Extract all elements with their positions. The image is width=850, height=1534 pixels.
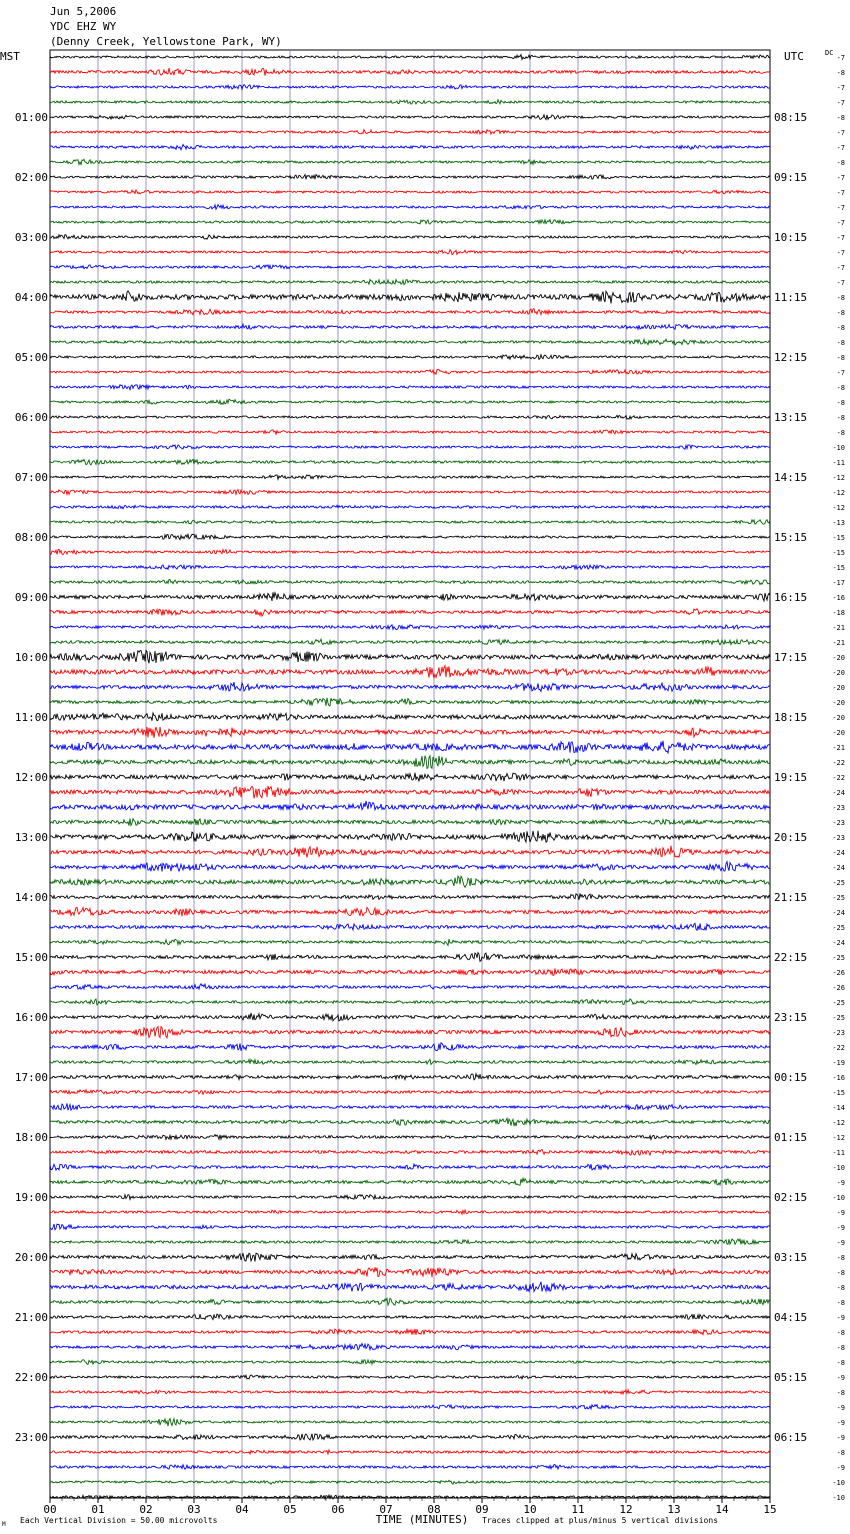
dc-offset-label: -10 xyxy=(832,1194,845,1202)
trace-line xyxy=(50,580,770,585)
trace-line xyxy=(50,385,770,390)
left-hour-label: 11:00 xyxy=(14,711,48,724)
dc-offset-label: -7 xyxy=(836,174,845,182)
dc-offset-label: -8 xyxy=(836,1299,845,1307)
trace-line xyxy=(50,445,770,449)
trace-line xyxy=(50,876,770,887)
dc-offset-label: -19 xyxy=(832,1059,845,1067)
dc-offset-label: -8 xyxy=(836,294,845,302)
dc-offset-label: -25 xyxy=(832,954,845,962)
dc-offset-label: -23 xyxy=(832,834,845,842)
trace-line xyxy=(50,115,770,120)
dc-offset-label: -9 xyxy=(836,1314,845,1322)
dc-offset-label: -24 xyxy=(832,849,845,857)
dc-offset-label: -12 xyxy=(832,1119,845,1127)
dc-offset-label: -14 xyxy=(832,1104,845,1112)
x-tick-label: 09 xyxy=(475,1503,489,1516)
dc-offset-label: -12 xyxy=(832,474,845,482)
trace-line xyxy=(50,1118,770,1126)
right-hour-label: 20:15 xyxy=(774,831,808,844)
left-hour-label: 13:00 xyxy=(14,831,48,844)
left-hour-label: 18:00 xyxy=(14,1131,48,1144)
x-tick-label: 12 xyxy=(619,1503,633,1516)
dc-offset-label: -8 xyxy=(836,1389,845,1397)
dc-offset-label: -8 xyxy=(836,429,845,437)
trace-line xyxy=(50,520,770,525)
left-hour-label: 21:00 xyxy=(14,1311,48,1324)
x-tick-label: 08 xyxy=(427,1503,441,1516)
trace-line xyxy=(50,309,770,315)
dc-offset-label: -8 xyxy=(836,114,845,122)
dc-offset-label: -21 xyxy=(832,744,845,752)
trace-line xyxy=(50,639,770,645)
dc-offset-label: -18 xyxy=(832,609,845,617)
trace-line xyxy=(50,592,770,601)
left-hour-label: 01:00 xyxy=(14,111,48,124)
trace-line xyxy=(50,1314,770,1319)
dc-offset-label: -22 xyxy=(832,774,845,782)
trace-line xyxy=(50,565,770,569)
trace-line xyxy=(50,265,770,269)
trace-line xyxy=(50,250,770,255)
x-tick-label: 11 xyxy=(571,1503,585,1516)
left-hour-label: 19:00 xyxy=(14,1191,48,1204)
x-tick-label: 00 xyxy=(43,1503,57,1516)
dc-offset-label: -8 xyxy=(836,399,845,407)
trace-line xyxy=(50,430,770,434)
dc-offset-label: -16 xyxy=(832,1074,845,1082)
x-axis-label: TIME (MINUTES) xyxy=(375,1513,469,1526)
dc-offset-label: -23 xyxy=(832,1029,845,1037)
dc-offset-label: -22 xyxy=(832,759,845,767)
trace-line xyxy=(50,609,770,616)
axis-labels xyxy=(0,49,845,1528)
dc-offset-label: -22 xyxy=(832,1044,845,1052)
left-hour-label: 02:00 xyxy=(14,171,48,184)
dc-offset-label: -8 xyxy=(836,384,845,392)
left-hour-label: 12:00 xyxy=(14,771,48,784)
right-hour-label: 09:15 xyxy=(774,171,808,184)
trace-line xyxy=(50,205,770,210)
dc-offset-label: -10 xyxy=(832,1494,845,1502)
dc-offset-label: -20 xyxy=(832,669,845,677)
trace-line xyxy=(50,534,770,539)
dc-offset-label: -7 xyxy=(836,54,845,62)
dc-offset-label: -7 xyxy=(836,144,845,152)
trace-line xyxy=(50,682,770,691)
trace-line xyxy=(50,1465,770,1470)
right-hour-label: 00:15 xyxy=(774,1071,808,1084)
trace-line xyxy=(50,159,770,164)
dc-offset-label: -20 xyxy=(832,654,845,662)
dc-offset-label: -20 xyxy=(832,699,845,707)
trace-line xyxy=(50,505,770,509)
trace-line xyxy=(50,1405,770,1409)
left-hour-label: 07:00 xyxy=(14,471,48,484)
left-hour-label: 09:00 xyxy=(14,591,48,604)
trace-line xyxy=(50,1090,770,1095)
trace-line xyxy=(50,370,770,375)
dc-offset-label: -8 xyxy=(836,1359,845,1367)
right-hour-label: 23:15 xyxy=(774,1011,808,1024)
trace-line xyxy=(50,324,770,329)
dc-offset-label: -9 xyxy=(836,1434,845,1442)
right-hour-label: 10:15 xyxy=(774,231,808,244)
trace-line xyxy=(50,279,770,284)
trace-line xyxy=(50,1480,770,1484)
trace-line xyxy=(50,756,770,769)
trace-line xyxy=(50,1253,770,1261)
dc-offset-label: -8 xyxy=(836,1254,845,1262)
trace-line xyxy=(50,1210,770,1214)
dc-offset-label: -9 xyxy=(836,1209,845,1217)
dc-offset-label: -25 xyxy=(832,879,845,887)
trace-line xyxy=(50,1375,770,1379)
dc-offset-label: -15 xyxy=(832,1089,845,1097)
trace-line xyxy=(50,713,770,721)
right-hour-label: 22:15 xyxy=(774,951,808,964)
dc-offset-label: -7 xyxy=(836,219,845,227)
dc-offset-label: -9 xyxy=(836,1419,845,1427)
trace-line xyxy=(50,801,770,810)
dc-offset-label: -10 xyxy=(832,1479,845,1487)
dc-offset-label: -20 xyxy=(832,684,845,692)
left-hour-label: 04:00 xyxy=(14,291,48,304)
trace-line xyxy=(50,175,770,180)
trace-line xyxy=(50,968,770,975)
dc-offset-label: -12 xyxy=(832,504,845,512)
dc-offset-label: -7 xyxy=(836,264,845,272)
right-hour-label: 13:15 xyxy=(774,411,808,424)
trace-line xyxy=(50,220,770,225)
dc-offset-label: -7 xyxy=(836,279,845,287)
dc-offset-label: -7 xyxy=(836,99,845,107)
dc-offset-label: -21 xyxy=(832,624,845,632)
trace-line xyxy=(50,984,770,989)
dc-offset-label: -9 xyxy=(836,1374,845,1382)
trace-line xyxy=(50,415,770,419)
dc-offset-label: -11 xyxy=(832,1149,845,1157)
trace-line xyxy=(50,55,770,60)
dc-offset-label: -15 xyxy=(832,534,845,542)
dc-offset-label: -8 xyxy=(836,309,845,317)
dc-offset-label: -7 xyxy=(836,369,845,377)
trace-line xyxy=(50,1043,770,1051)
right-hour-label: 19:15 xyxy=(774,771,808,784)
trace-line xyxy=(50,100,770,104)
dc-offset-label: -9 xyxy=(836,1179,845,1187)
trace-line xyxy=(50,893,770,899)
trace-line xyxy=(50,291,770,304)
dc-offset-label: -7 xyxy=(836,129,845,137)
dc-offset-label: -11 xyxy=(832,459,845,467)
left-hour-label: 17:00 xyxy=(14,1071,48,1084)
x-tick-label: 01 xyxy=(91,1503,105,1516)
dc-offset-label: -26 xyxy=(832,984,845,992)
trace-line xyxy=(50,698,770,706)
dc-offset-label: -20 xyxy=(832,729,845,737)
trace-line xyxy=(50,1344,770,1350)
dc-offset-label: -8 xyxy=(836,1329,845,1337)
trace-line xyxy=(50,1390,770,1394)
trace-line xyxy=(50,1267,770,1277)
left-hour-label: 15:00 xyxy=(14,951,48,964)
trace-line xyxy=(50,190,770,194)
trace-line xyxy=(50,1013,770,1021)
trace-line xyxy=(50,145,770,150)
trace-line xyxy=(50,939,770,945)
dc-offset-label: -7 xyxy=(836,249,845,257)
dc-offset-label: -13 xyxy=(832,519,845,527)
dc-offset-label: -8 xyxy=(836,324,845,332)
left-timezone-label: MST xyxy=(0,50,20,63)
dc-offset-label: -17 xyxy=(832,579,845,587)
trace-line xyxy=(50,339,770,345)
right-hour-label: 17:15 xyxy=(774,651,808,664)
right-hour-label: 16:15 xyxy=(774,591,808,604)
header-station: YDC EHZ WY xyxy=(50,20,117,33)
x-tick-label: 04 xyxy=(235,1503,249,1516)
x-tick-label: 02 xyxy=(139,1503,153,1516)
trace-line xyxy=(50,862,770,872)
trace-line xyxy=(50,1360,770,1365)
trace-line xyxy=(50,85,770,90)
left-hour-label: 16:00 xyxy=(14,1011,48,1024)
trace-line xyxy=(50,741,770,753)
dc-offset-label: -16 xyxy=(832,594,845,602)
dc-offset-label: -9 xyxy=(836,1404,845,1412)
right-hour-label: 14:15 xyxy=(774,471,808,484)
dc-offset-label: -9 xyxy=(836,1224,845,1232)
dc-offset-label: -7 xyxy=(836,84,845,92)
trace-line xyxy=(50,1103,770,1110)
header-location: (Denny Creek, Yellowstone Park, WY) xyxy=(50,35,282,48)
trace-line xyxy=(50,1298,770,1305)
dc-offset-label: -9 xyxy=(836,1464,845,1472)
trace-line xyxy=(50,625,770,630)
dc-offset-label: -25 xyxy=(832,924,845,932)
left-hour-label: 20:00 xyxy=(14,1251,48,1264)
trace-lines xyxy=(50,55,770,1499)
left-hour-label: 22:00 xyxy=(14,1371,48,1384)
dc-offset-label: -7 xyxy=(836,189,845,197)
trace-line xyxy=(50,399,770,404)
right-hour-label: 01:15 xyxy=(774,1131,808,1144)
dc-offset-label: -12 xyxy=(832,489,845,497)
dc-offset-label: -25 xyxy=(832,1014,845,1022)
trace-line xyxy=(50,1239,770,1244)
x-tick-label: 07 xyxy=(379,1503,393,1516)
trace-line xyxy=(50,666,770,679)
right-hour-label: 08:15 xyxy=(774,111,808,124)
header-date: Jun 5,2006 xyxy=(50,5,117,18)
x-tick-label: 03 xyxy=(187,1503,201,1516)
trace-line xyxy=(50,1195,770,1200)
dc-offset-label: -23 xyxy=(832,819,845,827)
trace-line xyxy=(50,460,770,465)
left-hour-label: 05:00 xyxy=(14,351,48,364)
trace-line xyxy=(50,819,770,826)
x-tick-label: 14 xyxy=(715,1503,729,1516)
dc-offset-label: -8 xyxy=(836,1284,845,1292)
trace-line xyxy=(50,727,770,738)
trace-line xyxy=(50,1434,770,1440)
dc-offset-label: -7 xyxy=(836,204,845,212)
dc-offset-label: -26 xyxy=(832,969,845,977)
dc-offset-label: -10 xyxy=(832,1164,845,1172)
trace-line xyxy=(50,475,770,479)
right-hour-label: 02:15 xyxy=(774,1191,808,1204)
left-hour-label: 23:00 xyxy=(14,1431,48,1444)
trace-line xyxy=(50,907,770,916)
trace-line xyxy=(50,1150,770,1156)
trace-line xyxy=(50,651,770,664)
dc-offset-label: -8 xyxy=(836,159,845,167)
trace-line xyxy=(50,846,770,858)
right-timezone-label: UTC xyxy=(784,50,804,63)
dc-offset-label: -21 xyxy=(832,639,845,647)
trace-line xyxy=(50,130,770,135)
trace-line xyxy=(50,1164,770,1170)
x-tick-label: 13 xyxy=(667,1503,681,1516)
dc-offset-label: -15 xyxy=(832,564,845,572)
trace-line xyxy=(50,68,770,76)
footer-clip-text: Traces clipped at plus/minus 5 vertical divisions xyxy=(482,1516,719,1525)
dc-offset-label: -8 xyxy=(836,414,845,422)
trace-line xyxy=(50,1027,770,1038)
trace-line xyxy=(50,1074,770,1080)
trace-line xyxy=(50,549,770,554)
dc-offset-label: -24 xyxy=(832,864,845,872)
dc-offset-label: -10 xyxy=(832,444,845,452)
dc-offset-label: -20 xyxy=(832,714,845,722)
dc-offset-label: -8 xyxy=(836,339,845,347)
dc-offset-label: -24 xyxy=(832,909,845,917)
right-hour-label: 12:15 xyxy=(774,351,808,364)
dc-offset-label: -8 xyxy=(836,69,845,77)
dc-offset-label: -8 xyxy=(836,1269,845,1277)
right-hour-label: 06:15 xyxy=(774,1431,808,1444)
dc-offset-label: -24 xyxy=(832,789,845,797)
trace-line xyxy=(50,490,770,495)
right-hour-label: 05:15 xyxy=(774,1371,808,1384)
trace-line xyxy=(50,1450,770,1454)
right-hour-label: 03:15 xyxy=(774,1251,808,1264)
right-hour-label: 15:15 xyxy=(774,531,808,544)
x-tick-label: 10 xyxy=(523,1503,537,1516)
trace-line xyxy=(50,953,770,962)
dc-offset-label: -8 xyxy=(836,354,845,362)
footer-corner-mark: M xyxy=(2,1521,6,1528)
left-hour-label: 10:00 xyxy=(14,651,48,664)
right-hour-label: 18:15 xyxy=(774,711,808,724)
dc-offset-label: -8 xyxy=(836,1344,845,1352)
trace-line xyxy=(50,831,770,842)
right-hour-label: 11:15 xyxy=(774,291,808,304)
left-hour-label: 14:00 xyxy=(14,891,48,904)
trace-line xyxy=(50,1419,770,1426)
trace-line xyxy=(50,999,770,1005)
right-hour-label: 04:15 xyxy=(774,1311,808,1324)
x-tick-label: 15 xyxy=(763,1503,777,1516)
x-tick-label: 06 xyxy=(331,1503,345,1516)
dc-offset-label: -12 xyxy=(832,1134,845,1142)
dc-offset-label: -23 xyxy=(832,804,845,812)
footer-scale-text: Each Vertical Division = 50.00 microvolts xyxy=(20,1516,218,1525)
dc-offset-label: -8 xyxy=(836,1449,845,1457)
right-hour-label: 21:15 xyxy=(774,891,808,904)
left-hour-label: 06:00 xyxy=(14,411,48,424)
trace-line xyxy=(50,1282,770,1292)
left-hour-label: 03:00 xyxy=(14,231,48,244)
x-tick-label: 05 xyxy=(283,1503,297,1516)
dc-offset-label: -25 xyxy=(832,894,845,902)
trace-line xyxy=(50,1135,770,1140)
trace-line xyxy=(50,923,770,930)
trace-line xyxy=(50,1224,770,1230)
trace-line xyxy=(50,786,770,798)
trace-line xyxy=(50,235,770,240)
trace-line xyxy=(50,773,770,782)
trace-line xyxy=(50,1178,770,1185)
trace-line xyxy=(50,1329,770,1335)
trace-line xyxy=(50,1059,770,1064)
dc-offset-label: -25 xyxy=(832,999,845,1007)
dc-offset-label: -7 xyxy=(836,234,845,242)
dc-offset-label: -9 xyxy=(836,1239,845,1247)
left-hour-label: 08:00 xyxy=(14,531,48,544)
dc-offset-label: -24 xyxy=(832,939,845,947)
dc-offset-label: -15 xyxy=(832,549,845,557)
trace-line xyxy=(50,355,770,360)
dc-header-label: DC xyxy=(825,49,834,57)
